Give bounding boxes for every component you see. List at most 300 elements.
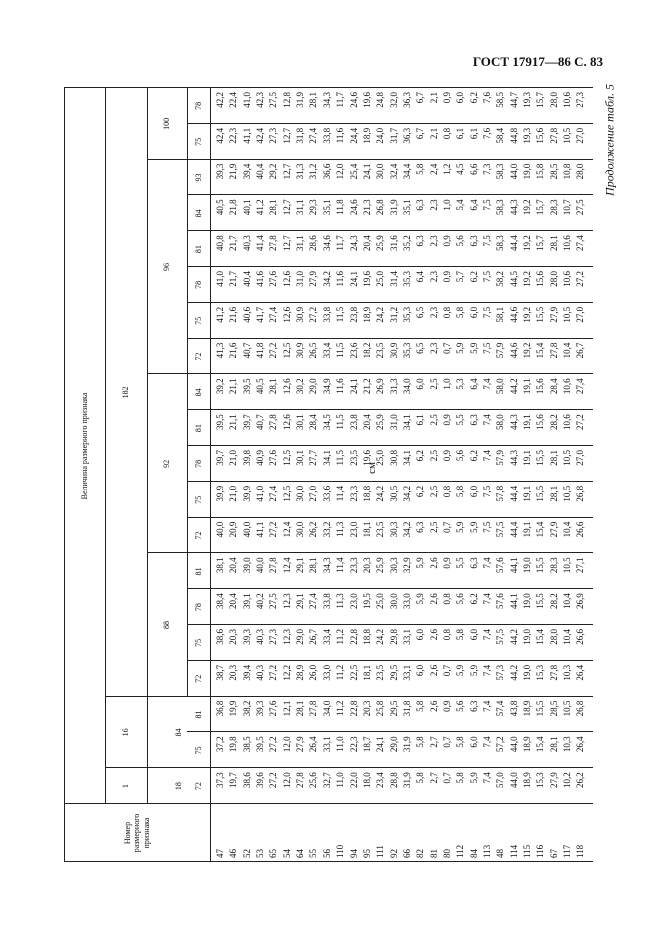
table-cell: 18,8 <box>361 629 372 645</box>
table-cell: 34,2 <box>321 271 332 287</box>
table-cell: 5,4 <box>455 199 466 211</box>
table-cell: 31,9 <box>401 736 412 753</box>
table-cell: 39,9 <box>215 485 225 502</box>
table-cell: 31,1 <box>295 235 306 251</box>
table-cell: 6,2 <box>468 271 479 283</box>
table-cell: 57,3 <box>495 664 506 681</box>
table-cell: 11,0 <box>335 736 346 752</box>
table-cell: 15,7 <box>535 199 546 216</box>
row-number: 46 <box>228 849 239 858</box>
table-cell: 11,3 <box>335 521 346 538</box>
table-cell: 12,1 <box>281 700 292 717</box>
table-cell: 29,1 <box>295 593 306 609</box>
table-cell: 30,9 <box>295 342 306 359</box>
table-cell: 12,3 <box>281 593 292 609</box>
table-cell: 44,3 <box>508 450 519 466</box>
table-cell: 6,3 <box>415 521 426 533</box>
table-cell: 30,0 <box>295 521 306 538</box>
table-cell: 40,3 <box>241 235 252 251</box>
table-cell: 19,7 <box>228 772 239 788</box>
table-cell: 0,9 <box>441 557 452 569</box>
table-cell: 26,2 <box>308 521 319 538</box>
header-level2: 88 <box>162 621 172 630</box>
header-level3: 75 <box>193 746 203 755</box>
table-cell: 7,4 <box>482 772 492 784</box>
table-cell: 15,8 <box>535 163 546 180</box>
table-cell: 23,3 <box>348 485 359 502</box>
table-cell: 28,1 <box>268 378 279 395</box>
table-cell: 24,3 <box>348 235 359 251</box>
table-cell: 21,0 <box>228 450 239 466</box>
table-cell: 6,0 <box>468 629 479 641</box>
table-cell: 5,9 <box>415 593 426 605</box>
table-cell: 22,3 <box>228 127 239 144</box>
table-cell: 27,5 <box>575 199 586 216</box>
table-cell: 40,2 <box>255 593 266 609</box>
table-cell: 15,7 <box>535 235 546 251</box>
header-level2: 96 <box>162 263 172 272</box>
table-rule <box>147 373 593 374</box>
row-number: 81 <box>428 849 439 858</box>
table-cell: 26,8 <box>375 199 386 216</box>
table-cell: 27,4 <box>268 485 279 502</box>
table-cell: 44,4 <box>508 235 519 251</box>
table-cell: 35,3 <box>401 306 412 323</box>
table-cell: 22,3 <box>348 736 359 753</box>
table-cell: 30,9 <box>388 342 399 359</box>
table-cell: 44,5 <box>508 271 519 287</box>
table-cell: 27,3 <box>268 127 279 144</box>
table-cell: 19,6 <box>361 92 372 108</box>
table-cell: 19,1 <box>522 414 533 430</box>
table-cell: 5,8 <box>455 629 466 641</box>
table-cell: 41,7 <box>255 306 266 323</box>
table-cell: 23,4 <box>375 772 386 788</box>
table-cell: 27,5 <box>268 92 279 108</box>
table-cell: 5,9 <box>455 342 466 354</box>
table-cell: 39,3 <box>241 629 252 645</box>
table-cell: 28,0 <box>548 271 559 287</box>
table-cell: 0,8 <box>441 629 452 641</box>
table-cell: 7,5 <box>482 271 492 283</box>
table-cell: 31,8 <box>401 700 412 717</box>
table-cell: 41,4 <box>255 235 266 251</box>
table-cell: 1,0 <box>441 199 452 211</box>
table-cell: 57,8 <box>495 485 506 502</box>
table-cell: 28,0 <box>575 163 586 180</box>
table-cell: 6,3 <box>415 199 426 211</box>
table-cell: 35,3 <box>401 342 412 359</box>
table-cell: 0,9 <box>441 700 452 712</box>
table-cell: 40,0 <box>241 521 252 538</box>
table-cell: 20,4 <box>228 593 239 609</box>
table-cell: 18,9 <box>522 772 533 788</box>
table-cell: 12,7 <box>281 235 292 251</box>
table-cell: 2,6 <box>428 664 439 677</box>
table-cell: 57,4 <box>495 700 506 717</box>
table-cell: 7,5 <box>482 306 492 319</box>
table-cell: 5,9 <box>468 772 479 784</box>
table-cell: 28,1 <box>548 736 559 753</box>
table-cell: 35,3 <box>401 271 412 287</box>
table-cell: 26,8 <box>575 700 586 717</box>
table-cell: 2,1 <box>428 92 439 104</box>
table-cell: 6,5 <box>415 342 426 354</box>
table-cell: 6,3 <box>468 557 479 569</box>
table-cell: 12,7 <box>281 199 292 216</box>
table-cell: 28,5 <box>548 163 559 180</box>
table-cell: 34,2 <box>401 485 412 502</box>
table-cell: 19,2 <box>522 342 533 359</box>
table-cell: 0,7 <box>441 342 452 354</box>
table-cell: 12,6 <box>281 306 292 323</box>
row-number: 112 <box>455 844 466 858</box>
table-cell: 41,2 <box>215 306 225 323</box>
row-number: 111 <box>375 845 386 858</box>
table-cell: 11,5 <box>335 450 346 466</box>
table-cell: 28,4 <box>308 414 319 430</box>
table-cell: 10,4 <box>562 521 573 538</box>
table-cell: 41,6 <box>255 271 266 287</box>
table-cell: 58,2 <box>495 271 506 287</box>
table-rule <box>187 230 593 231</box>
table-cell: 19,2 <box>522 271 533 287</box>
table-cell: 5,9 <box>468 521 479 533</box>
table-cell: 5,3 <box>455 378 466 390</box>
row-number: 110 <box>335 844 346 858</box>
table-cell: 34,2 <box>401 521 412 538</box>
table-cell: 29,5 <box>388 664 399 681</box>
table-cell: 29,5 <box>388 700 399 717</box>
table-cell: 31,9 <box>295 92 306 108</box>
table-cell: 6,0 <box>468 736 479 748</box>
header-level2: 92 <box>162 459 172 468</box>
table-cell: 26,2 <box>575 772 586 788</box>
table-cell: 15,6 <box>535 414 546 430</box>
table-cell: 12,0 <box>281 736 292 753</box>
table-cell: 27,8 <box>268 235 279 251</box>
table-cell: 25,8 <box>375 700 386 717</box>
header-level3: 84 <box>193 209 203 218</box>
table-cell: 5,5 <box>455 557 466 569</box>
table-rule <box>187 123 593 124</box>
table-cell: 31,8 <box>295 127 306 144</box>
table-cell: 40,4 <box>241 271 252 287</box>
table-cell: 58,3 <box>495 163 506 180</box>
table-cell: 15,4 <box>535 629 546 645</box>
table-cell: 7,4 <box>482 378 492 390</box>
table-cell: 12,5 <box>281 485 292 502</box>
table-cell: 40,1 <box>241 199 252 216</box>
table-cell: 21,7 <box>228 235 239 251</box>
table-cell: 12,4 <box>281 557 292 574</box>
table-cell: 2,7 <box>428 736 439 748</box>
table-cell: 6,1 <box>415 414 426 426</box>
table-cell: 24,2 <box>375 485 386 502</box>
table-cell: 27,6 <box>268 450 279 466</box>
table-cell: 38,6 <box>241 772 252 788</box>
header-level3: 81 <box>193 245 203 254</box>
table-cell: 28,3 <box>548 557 559 574</box>
table-cell: 0,8 <box>441 593 452 605</box>
header-level2: 84 <box>173 728 183 737</box>
table-cell: 15,4 <box>535 521 546 538</box>
table-cell: 42,2 <box>215 92 225 108</box>
table-cell: 2,6 <box>428 557 439 569</box>
table-cell: 40,6 <box>241 306 252 323</box>
table-cell: 2,3 <box>428 342 439 354</box>
table-cell: 23,5 <box>375 664 386 681</box>
table-cell: 6,2 <box>415 450 426 462</box>
table-cell: 27,6 <box>268 700 279 717</box>
row-number: 67 <box>548 849 559 858</box>
table-cell: 2,5 <box>428 450 439 462</box>
table-cell: 10,4 <box>562 593 573 609</box>
row-number: 54 <box>281 849 292 858</box>
header-level1: 16 <box>121 728 131 737</box>
table-cell: 27,8 <box>268 557 279 574</box>
table-cell: 12,2 <box>281 664 292 681</box>
table-cell: 19,2 <box>522 306 533 323</box>
table-cell: 27,8 <box>268 414 279 430</box>
table-cell: 30,5 <box>388 485 399 502</box>
table-cell: 0,8 <box>441 485 452 498</box>
table-cell: 39,4 <box>241 664 252 681</box>
table-cell: 19,5 <box>361 593 372 609</box>
table-cell: 28,1 <box>308 557 319 574</box>
table-cell: 40,9 <box>255 450 266 466</box>
table-cell: 38,6 <box>215 629 225 645</box>
table-cell: 2,6 <box>428 700 439 712</box>
table-cell: 11,6 <box>335 127 346 144</box>
table-cell: 28,1 <box>548 235 559 251</box>
table-cell: 28,1 <box>548 450 559 466</box>
table-cell: 27,2 <box>575 414 586 430</box>
table-cell: 2,5 <box>428 521 439 533</box>
table-cell: 28,4 <box>548 378 559 395</box>
table-cell: 20,3 <box>361 557 372 574</box>
table-cell: 19,0 <box>522 593 533 609</box>
table-cell: 31,4 <box>388 271 399 287</box>
table-cell: 28,3 <box>548 199 559 216</box>
table-cell: 0,9 <box>441 414 452 426</box>
table-rule <box>187 624 593 625</box>
table-cell: 11,7 <box>335 235 346 251</box>
table-cell: 35,1 <box>401 199 412 216</box>
table-cell: 18,9 <box>361 306 372 323</box>
table-cell: 33,1 <box>321 736 332 753</box>
table-cell: 7,5 <box>482 485 492 498</box>
table-cell: 27,5 <box>268 593 279 609</box>
table-cell: 11,8 <box>335 199 346 215</box>
table-cell: 12,7 <box>281 163 292 180</box>
table-cell: 12,0 <box>335 163 346 180</box>
table-cell: 12,3 <box>281 629 292 645</box>
table-cell: 34,0 <box>321 700 332 717</box>
table-cell: 34,0 <box>401 378 412 395</box>
unit-label: см <box>366 462 378 474</box>
table-cell: 2,5 <box>428 378 439 390</box>
table-cell: 2,4 <box>428 163 439 175</box>
table-cell: 22,4 <box>228 92 239 108</box>
table-cell: 5,8 <box>415 736 426 748</box>
table-cell: 44,3 <box>508 414 519 430</box>
table-cell: 29,0 <box>295 629 306 645</box>
table-cell: 27,8 <box>295 772 306 788</box>
table-cell: 33,6 <box>321 485 332 502</box>
table-cell: 23,3 <box>348 557 359 574</box>
header-level3: 81 <box>193 567 203 576</box>
row-number: 116 <box>535 844 546 858</box>
table-cell: 31,2 <box>308 163 319 180</box>
table-cell: 10,5 <box>562 306 573 323</box>
table-cell: 5,9 <box>455 664 466 677</box>
table-cell: 10,3 <box>562 664 573 681</box>
row-number: 117 <box>562 844 573 858</box>
table-cell: 2,3 <box>428 306 439 319</box>
table-cell: 12,7 <box>281 127 292 144</box>
header-level2: 100 <box>162 117 172 130</box>
table-cell: 18,1 <box>361 664 372 681</box>
table-cell: 35,1 <box>321 199 332 216</box>
table-cell: 27,9 <box>295 736 306 753</box>
table-cell: 28,8 <box>388 772 399 788</box>
header-level3: 75 <box>193 638 203 647</box>
table-cell: 2,6 <box>428 629 439 641</box>
table-cell: 15,4 <box>535 736 546 753</box>
table-cell: 11,2 <box>335 664 346 681</box>
table-cell: 2,3 <box>428 199 439 211</box>
table-cell: 2,5 <box>428 485 439 498</box>
table-cell: 40,0 <box>255 557 266 574</box>
table-cell: 39,3 <box>215 163 225 180</box>
table-cell: 27,9 <box>308 271 319 287</box>
table-cell: 31,6 <box>388 235 399 251</box>
table-cell: 41,1 <box>241 127 252 144</box>
table-cell: 31,0 <box>295 271 306 287</box>
table-cell: 5,8 <box>455 772 466 784</box>
row-number: 95 <box>361 849 372 858</box>
table-cell: 27,9 <box>548 521 559 538</box>
table-cell: 30,0 <box>375 163 386 180</box>
table-cell: 10,8 <box>562 163 573 180</box>
table-cell: 30,3 <box>388 521 399 538</box>
table-rule <box>187 731 593 732</box>
table-cell: 6,5 <box>415 306 426 319</box>
table-cell: 34,3 <box>321 557 332 574</box>
table-cell: 30,9 <box>295 306 306 323</box>
table-cell: 21,3 <box>361 199 372 216</box>
table-cell: 6,3 <box>468 414 479 426</box>
table-cell: 44,0 <box>508 736 519 753</box>
table-cell: 10,6 <box>562 378 573 395</box>
table-cell: 5,9 <box>468 342 479 354</box>
table-cell: 42,4 <box>215 127 225 144</box>
header-level3: 72 <box>193 352 203 361</box>
table-cell: 6,0 <box>468 485 479 498</box>
row-number: 115 <box>522 844 533 858</box>
table-cell: 15,5 <box>535 450 546 466</box>
table-cell: 15,6 <box>535 378 546 395</box>
table-cell: 0,7 <box>441 772 452 784</box>
table-cell: 10,5 <box>562 127 573 144</box>
table-cell: 18,9 <box>522 736 533 753</box>
table-cell: 29,2 <box>268 163 279 180</box>
table-cell: 5,8 <box>455 736 466 748</box>
table-cell: 2,3 <box>428 271 439 283</box>
table-cell: 40,5 <box>215 199 225 216</box>
table-cell: 44,1 <box>508 593 519 609</box>
table-cell: 5,9 <box>415 557 426 569</box>
table-cell: 30,8 <box>388 450 399 466</box>
table-cell: 7,5 <box>482 521 492 533</box>
table-cell: 18,9 <box>522 700 533 717</box>
table-cell: 31,1 <box>295 199 306 216</box>
header-level3: 78 <box>193 459 203 468</box>
table-cell: 40,7 <box>255 414 266 430</box>
table-cell: 28,1 <box>548 485 559 502</box>
table-cell: 0,9 <box>441 271 452 283</box>
table-cell: 44,4 <box>508 521 519 538</box>
table-cell: 11,7 <box>335 92 346 108</box>
table-cell: 12,8 <box>281 92 292 108</box>
table-cell: 6,0 <box>468 306 479 319</box>
table-cell: 37,3 <box>215 772 225 788</box>
table-rule <box>187 588 593 589</box>
table-cell: 27,9 <box>548 772 559 788</box>
table-cell: 15,3 <box>535 664 546 681</box>
table-cell: 27,4 <box>575 378 586 395</box>
table-cell: 26,4 <box>308 736 319 753</box>
table-cell: 11,0 <box>335 772 346 788</box>
table-cell: 15,5 <box>535 557 546 574</box>
table-cell: 2,1 <box>428 127 439 140</box>
table-cell: 44,7 <box>508 92 519 108</box>
table-cell: 44,6 <box>508 306 519 323</box>
table-cell: 5,9 <box>455 521 466 533</box>
table-cell: 6,0 <box>455 92 466 104</box>
table-cell: 2,5 <box>428 414 439 426</box>
table-cell: 18,7 <box>361 736 372 753</box>
table-cell: 36,3 <box>401 127 412 144</box>
table-cell: 6,0 <box>415 664 426 677</box>
table-rule <box>147 159 593 160</box>
table-cell: 7,5 <box>482 199 492 211</box>
table-cell: 30,2 <box>295 378 306 395</box>
header-level1: 182 <box>121 386 131 399</box>
table-cell: 24,4 <box>348 127 359 144</box>
table-cell: 27,4 <box>575 235 586 251</box>
table-cell: 27,0 <box>308 485 319 502</box>
stub-header: Номер размерного признака <box>123 813 151 853</box>
table-cell: 27,4 <box>268 306 279 323</box>
table-cell: 24,1 <box>348 271 359 287</box>
table-cell: 24,2 <box>375 629 386 645</box>
table-rule <box>64 861 593 862</box>
header-level3: 75 <box>193 316 203 325</box>
table-cell: 27,2 <box>268 736 279 753</box>
table-cell: 27,7 <box>308 450 319 466</box>
row-number: 56 <box>321 849 332 858</box>
table-cell: 20,9 <box>228 521 239 538</box>
table-cell: 58,4 <box>495 127 506 144</box>
table-cell: 27,3 <box>575 92 586 108</box>
table-cell: 5,8 <box>415 772 426 784</box>
table-cell: 6,3 <box>468 235 479 247</box>
table-cell: 25,9 <box>375 414 386 430</box>
table-cell: 15,6 <box>535 127 546 144</box>
table-cell: 39,5 <box>255 736 266 753</box>
